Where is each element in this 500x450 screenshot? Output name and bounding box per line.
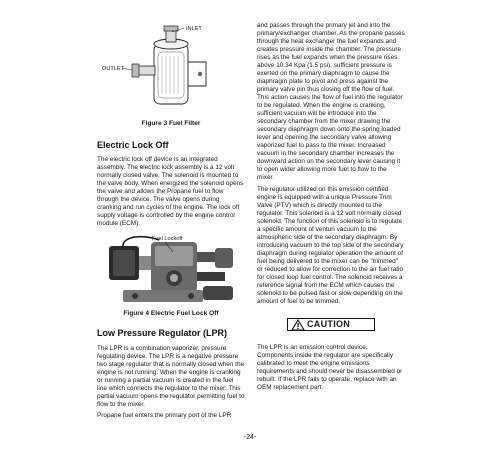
warning-triangle-icon <box>291 319 305 331</box>
fuel-lockoff-label: Fuel Lockoff <box>152 236 183 242</box>
electric-lock-off-heading: Electric Lock Off <box>97 140 169 150</box>
right-para-2: The regulator utilized on this emission certified engine is equipped with a unique Pressure Trim Valve (PTV) which is directly mounted to the regulator. This solenoid is a 12 volt normally closed solenoid. The function of this solenoid is to regulate a specific amount of venturi vacuum to the atmospheric side of the secondary diaphragm. By introducing vacuum to the top side of the secondary diaphragm during regulator operation the amount of fuel being delivered to the mixer can be "trimmed" or reduced to allow for correction to the air fuel ratio for closed loop fuel control. The solenoid receives a reference signal from the ECM which causes the solenoid to be pulsed fast or slow depending on the amount of fuel to be trimmed. <box>257 186 404 305</box>
figure-4-caption: Figure 4 Electric Fuel Lock Off <box>123 310 219 317</box>
right-column <box>257 22 405 306</box>
fuel-filter-illustration <box>102 22 232 120</box>
figure-3-caption: Figure 3 Fuel Filter <box>141 120 201 127</box>
lpr-section <box>97 345 245 420</box>
caution-banner <box>287 318 375 331</box>
lpr-heading: Low Pressure Regulator (LPR) <box>97 328 228 338</box>
figure-3-fuel-filter <box>102 22 232 120</box>
caution-label: CAUTION <box>307 319 351 329</box>
right-para-1: and passes through the primary jet and into the primary/exchanger chamber. As the propane passes through the heat exchanger the fuel expands and creates pressure inside the chamber. The pressure rises as the fuel expands when the pressure rises above 10.34 Kpa (1.5 psi), sufficient pressure is exerted on the primary diaphragm to cause the diaphragm plate to pivot and press against the primary valve pin thus closing off the flow of fuel. This action causes the flow of fuel into the regulator to be regulated. When the engine is cranking, sufficient vacuum will be introduce into the secondary chamber from the mixer drawing the secondary diaphragm down onto the spring loaded lever and opening the secondary valve allowing vaporized fuel to pass to the mixer. Increased vacuum in the secondary chamber increases the downward action on the secondary lever causing it to open wider allowing more fuel to flow to the mixer. <box>257 22 405 181</box>
page-number: -24- <box>243 434 257 441</box>
electric-lock-off-body: The electric lock off device is an integrated assembly. The electric lock assembly is a 12 volt normally closed valve. The solenoid is mounted to the valve body. When energized the solenoid opens the valve and allows the Propane fuel to flow through the device. The valve opens during cranking and run cycles of the engine. The lock off supply voltage is controlled by the engine control module (ECM). <box>97 156 244 227</box>
figure-4-fuel-lockoff <box>103 232 239 306</box>
lpr-body-2: Propane fuel enters the primary port of the LPR <box>97 412 232 419</box>
fuel-lockoff-photo <box>103 232 239 306</box>
caution-section <box>257 344 405 392</box>
electric-lock-off-section <box>97 156 245 228</box>
inlet-label: INLET <box>186 26 202 32</box>
lpr-body-1: The LPR is a combination vaporizer, pressure regulating device. The LPR is a negative pressure two stage regulator that is normally closed when the engine is not running. When the engine is cranking or running a partial vacuum is created in the fuel line which connects the regulator to the mixer. This partial vacuum opens the regulator permitting fuel to flow to the mixer. <box>97 345 245 408</box>
outlet-label: OUTLET <box>102 66 125 72</box>
caution-body: The LPR is an emission control device. Components inside the regulator are specifically calibrated to meet the engine emissions requirements and should never be disassembled or rebuilt. If the LPR fails to operate, replace with an OEM replacement part. <box>257 344 403 391</box>
